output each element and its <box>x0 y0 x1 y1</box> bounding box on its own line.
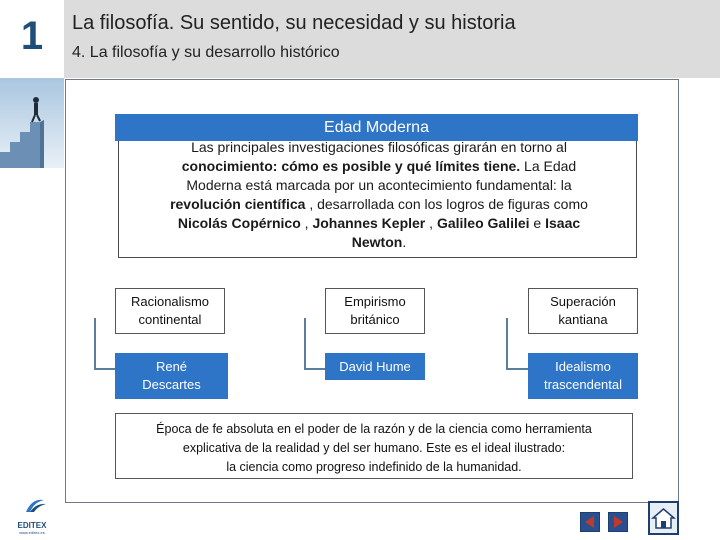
intro-bold-text: Newton <box>351 234 403 250</box>
connector-right <box>506 318 528 370</box>
current-label: Superación kantiana <box>550 294 616 327</box>
rep-label: David Hume <box>339 358 411 374</box>
chapter-number: 1 <box>20 14 44 58</box>
intro-bold-text: Nicolás Copérnico <box>177 215 301 231</box>
triangle-right-icon <box>609 513 627 531</box>
intro-bold-text: Galileo Galilei <box>436 215 530 231</box>
intro-text-run: Moderna está marcada por un acontecimiento fundamental: la <box>186 177 572 193</box>
intro-text-run: La Edad <box>520 158 577 174</box>
rep-box-idealismo <box>528 353 638 399</box>
prev-button[interactable] <box>580 512 600 532</box>
current-box-racionalismo <box>115 288 225 334</box>
intro-line <box>132 138 626 157</box>
intro-paragraph <box>132 138 626 252</box>
summary-line-2: explicativa de la realidad y del ser humano. Este es el ideal ilustrado: <box>182 441 566 455</box>
next-button[interactable] <box>608 512 628 532</box>
logo-text: EDITEX <box>17 521 47 530</box>
intro-text-run: , <box>300 215 313 231</box>
rep-box-hume <box>325 353 425 380</box>
editex-logo <box>10 494 54 536</box>
intro-bold-text: revolución científica <box>170 196 306 212</box>
intro-line <box>132 176 626 195</box>
house-icon <box>650 503 677 533</box>
intro-text-run: e <box>529 215 546 231</box>
intro-line <box>132 195 626 214</box>
intro-line <box>132 157 626 176</box>
connector-middle <box>304 318 326 370</box>
intro-line <box>132 214 626 233</box>
triangle-left-icon <box>581 513 599 531</box>
current-label: Racionalismo continental <box>130 294 210 327</box>
editex-logo-icon <box>10 494 54 516</box>
home-button[interactable] <box>648 501 679 535</box>
intro-bold-text: Isaac <box>545 215 581 231</box>
intro-text-run: . <box>402 234 407 250</box>
intro-text-run: , <box>425 215 437 231</box>
intro-line <box>132 233 626 252</box>
current-box-superacion <box>528 288 638 334</box>
rep-label: René Descartes <box>142 359 201 392</box>
current-label: Empirismo británico <box>344 294 406 327</box>
intro-text-run: , desarrollada con los logros de figuras como <box>305 196 588 212</box>
rep-label: Idealismo trascendental <box>543 359 623 392</box>
header-bar <box>0 0 720 78</box>
connector-left <box>94 318 116 370</box>
page-title: La filosofía. Su sentido, su necesidad y su historia <box>72 12 516 34</box>
rep-box-descartes <box>115 353 228 399</box>
current-box-empirismo <box>325 288 425 334</box>
intro-text-run: Las principales investigaciones filosóficas girarán en torno al <box>191 139 567 155</box>
logo-url: www.editex.es <box>19 530 45 535</box>
summary-line-3: la ciencia como progreso indefinido de la humanidad. <box>226 460 522 474</box>
page-subtitle: 4. La filosofía y su desarrollo histórico <box>72 44 340 61</box>
chapter-badge <box>0 0 64 78</box>
staircase-illustration <box>0 78 64 168</box>
intro-bold-text: conocimiento: cómo es posible y qué límites tiene. <box>181 158 521 174</box>
intro-bold-text: Johannes Kepler <box>312 215 426 231</box>
summary-line-1: Época de fe absoluta en el poder de la razón y de la ciencia como herramienta <box>156 422 592 436</box>
section-heading: Edad Moderna <box>115 114 638 141</box>
summary-box <box>115 413 633 479</box>
